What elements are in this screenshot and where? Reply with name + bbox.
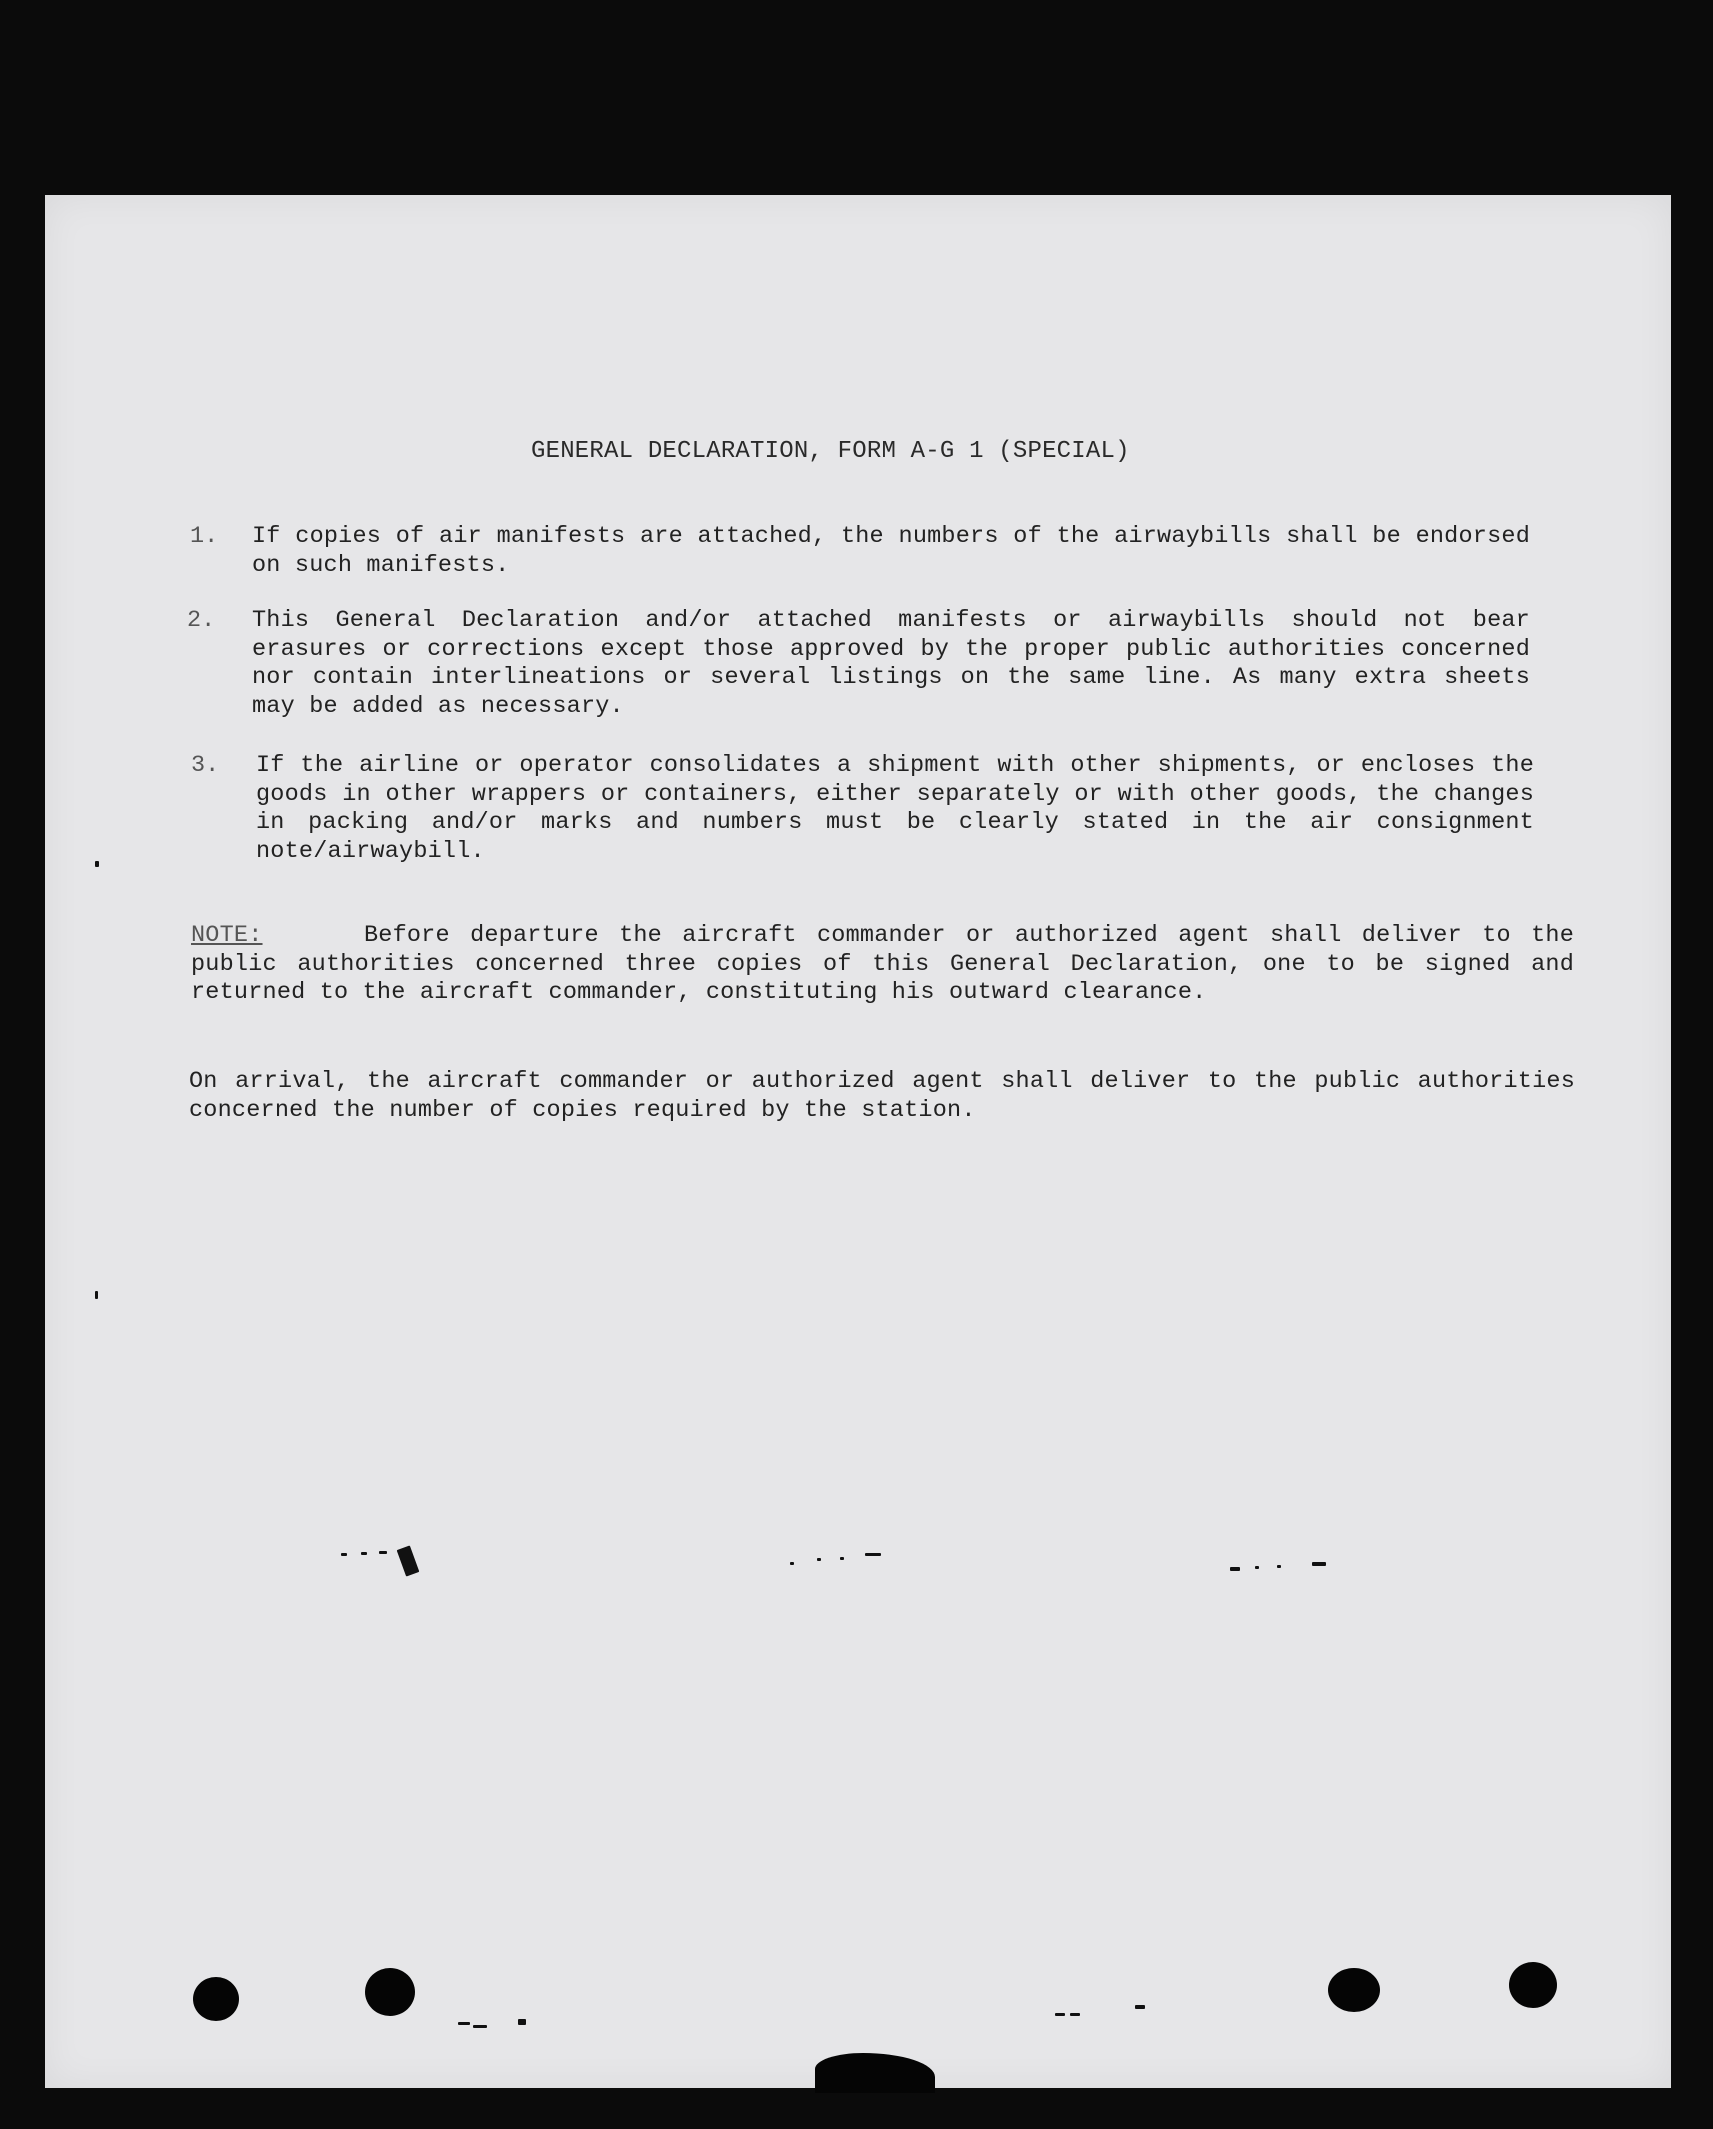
note-text: Before departure the aircraft commander or authorized agent shall deliver to the public authorities concerned three copies of this General Declaration, one to be signed and returned to the aircraft commander, constituting his outward clearance. bbox=[191, 922, 1575, 1006]
ink-speck bbox=[840, 1557, 844, 1560]
ink-speck bbox=[458, 2022, 470, 2025]
ink-speck bbox=[1255, 1566, 1259, 1569]
punch-hole-mark bbox=[365, 1968, 415, 2016]
ink-speck bbox=[1277, 1565, 1281, 1568]
punch-hole-mark bbox=[1509, 1962, 1557, 2008]
ink-speck bbox=[95, 861, 99, 867]
item-text: If copies of air manifests are attached, the numbers of the airwaybills shall be endorsed on such manifests. bbox=[252, 523, 1530, 579]
punch-hole-mark bbox=[193, 1977, 239, 2021]
ink-speck bbox=[379, 1551, 387, 1554]
ink-speck bbox=[1135, 2005, 1145, 2009]
arrival-paragraph: On arrival, the aircraft commander or authorized agent shall deliver to the public authorities concerned the number of copies required by the station. bbox=[189, 1068, 1575, 1124]
ink-speck bbox=[1312, 1562, 1326, 1566]
ink-speck bbox=[95, 1291, 98, 1299]
ink-speck bbox=[397, 1545, 420, 1576]
item-text: If the airline or operator consolidates a shipment with other shipments, or encloses the goods in other wrappers or containers, either separately or with other goods, the changes in packing and/or marks and numbers must be clearly stated in the air consignment note/airwaybill. bbox=[256, 752, 1534, 865]
note-label: NOTE: bbox=[191, 922, 263, 949]
ink-speck bbox=[1055, 2013, 1065, 2016]
staple-mark bbox=[815, 2053, 935, 2093]
ink-speck bbox=[518, 2019, 526, 2025]
paper-sheet bbox=[45, 195, 1671, 2088]
item-number: 2. bbox=[187, 607, 216, 634]
ink-speck bbox=[1230, 1567, 1240, 1571]
item-number: 1. bbox=[190, 523, 219, 550]
punch-hole-mark bbox=[1328, 1968, 1380, 2012]
ink-speck bbox=[1070, 2013, 1080, 2016]
document-title: GENERAL DECLARATION, FORM A-G 1 (SPECIAL) bbox=[531, 438, 1130, 465]
item-text: This General Declaration and/or attached manifests or airwaybills should not bear erasures or corrections except those approved by the proper public authorities concerned nor contain interlineations or several listings on the same line. As many extra sheets may be added as necessary. bbox=[252, 607, 1530, 720]
ink-speck bbox=[790, 1562, 794, 1565]
ink-speck bbox=[817, 1558, 821, 1561]
ink-speck bbox=[341, 1553, 347, 1556]
note-paragraph bbox=[191, 922, 1574, 1008]
ink-speck bbox=[473, 2025, 487, 2028]
ink-speck bbox=[361, 1552, 367, 1555]
item-number: 3. bbox=[191, 752, 220, 779]
ink-speck bbox=[865, 1553, 881, 1556]
